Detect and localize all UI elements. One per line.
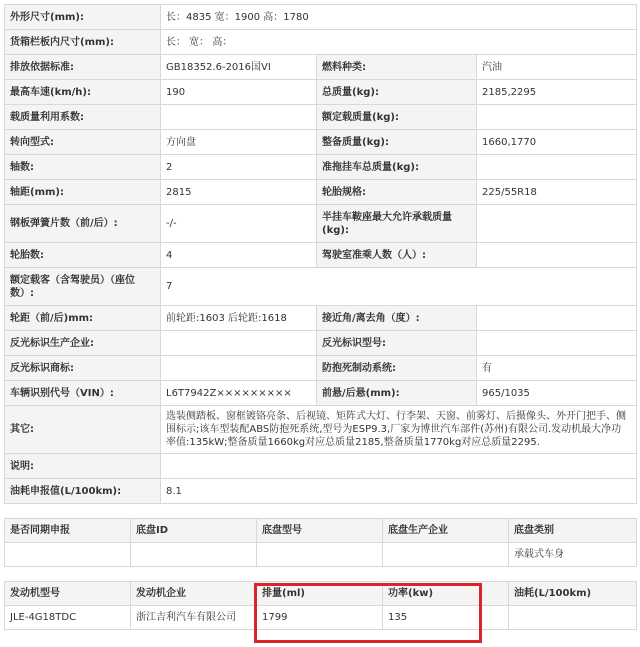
- spec-label: 反光标识商标:: [5, 356, 161, 381]
- spec-label: 半挂车鞍座最大允许承载质量(kg):: [317, 205, 477, 243]
- spec-value: [161, 356, 317, 381]
- spec-label: 载质量利用系数:: [5, 105, 161, 130]
- spec-value: 汽油: [477, 55, 637, 80]
- engine-header-cell: 功率(kw): [383, 582, 509, 606]
- spec-value: 7: [161, 268, 637, 306]
- note-label: 说明:: [5, 454, 161, 479]
- chassis-header-cell: 是否同期申报: [5, 519, 131, 543]
- spec-value: 965/1035: [477, 381, 637, 406]
- spec-value: 2815: [161, 180, 317, 205]
- spec-label: 车辆识别代号（VIN）:: [5, 381, 161, 406]
- spec-label: 轮胎数:: [5, 243, 161, 268]
- chassis-value-cell: [5, 543, 131, 567]
- spec-label: 轴距(mm):: [5, 180, 161, 205]
- spec-label: 驾驶室准乘人数（人）:: [317, 243, 477, 268]
- spec-label: 燃料种类:: [317, 55, 477, 80]
- spec-row: [5, 55, 637, 80]
- engine-header-row: [5, 582, 637, 606]
- chassis-value-cell: [131, 543, 257, 567]
- spec-label: 反光标识型号:: [317, 331, 477, 356]
- spec-row: [5, 80, 637, 105]
- spec-value: GB18352.6-2016国VI: [161, 55, 317, 80]
- spec-label: 反光标识生产企业:: [5, 331, 161, 356]
- spec-label: 整备质量(kg):: [317, 130, 477, 155]
- spec-row: [5, 5, 637, 30]
- spec-row: [5, 30, 637, 55]
- spec-row: [5, 331, 637, 356]
- engine-value-cell: [509, 606, 637, 630]
- engine-header-cell: 发动机型号: [5, 582, 131, 606]
- spec-label: 轮距（前/后)mm:: [5, 306, 161, 331]
- spec-row: [5, 381, 637, 406]
- spec-value: 长： 宽： 高：: [161, 30, 637, 55]
- spec-value: -/-: [161, 205, 317, 243]
- spec-label: 外形尺寸(mm):: [5, 5, 161, 30]
- spec-value: [477, 243, 637, 268]
- spec-row: [5, 130, 637, 155]
- spec-row: [5, 243, 637, 268]
- spec-label: 准拖挂车总质量(kg):: [317, 155, 477, 180]
- chassis-value-cell: [257, 543, 383, 567]
- spec-value: 190: [161, 80, 317, 105]
- spec-value: [477, 205, 637, 243]
- fuel-value: 8.1: [161, 479, 637, 504]
- spec-row-note: [5, 454, 637, 479]
- chassis-header-cell: 底盘ID: [131, 519, 257, 543]
- chassis-header-cell: 底盘类别: [509, 519, 637, 543]
- spec-value: [477, 306, 637, 331]
- spec-value: 前轮距:1603 后轮距:1618: [161, 306, 317, 331]
- engine-header-cell: 排量(ml): [257, 582, 383, 606]
- engine-table: [4, 581, 637, 630]
- spec-label: 前悬/后悬(mm):: [317, 381, 477, 406]
- spec-value: [161, 105, 317, 130]
- spec-label: 额定载客（含驾驶员）（座位数）:: [5, 268, 161, 306]
- chassis-header-cell: 底盘生产企业: [383, 519, 509, 543]
- spec-row: [5, 268, 637, 306]
- chassis-value-cell: [383, 543, 509, 567]
- spec-row: [5, 306, 637, 331]
- spec-label: 轮胎规格:: [317, 180, 477, 205]
- spec-value: 长：4835 宽：1900 高：1780: [161, 5, 637, 30]
- other-value: 选装侧踏板、窗框镀铬亮条、后视镜、矩阵式大灯、行李架、天窗、前雾灯、后摄像头、外开门把手、侧围标示;该车型装配ABS防抱死系统,型号为ESP9.3,厂家为博世汽车部件(苏州)有限公司.发动机最大净功率值:135kW;整备质量1660kg对应总质量2185,整备质量1770kg对应总质量2295.: [161, 406, 637, 454]
- spec-label: 钢板弹簧片数（前/后）:: [5, 205, 161, 243]
- engine-value-row: [5, 606, 637, 630]
- other-label: 其它:: [5, 406, 161, 454]
- spec-value: 225/55R18: [477, 180, 637, 205]
- spec-label: 转向型式:: [5, 130, 161, 155]
- chassis-header-row: [5, 519, 637, 543]
- spec-row: [5, 155, 637, 180]
- spec-row-other: [5, 406, 637, 454]
- engine-value-cell: 135: [383, 606, 509, 630]
- chassis-value-cell: 承载式车身: [509, 543, 637, 567]
- spec-label: 轴数:: [5, 155, 161, 180]
- engine-value-cell: 浙江吉利汽车有限公司: [131, 606, 257, 630]
- spec-row: [5, 205, 637, 243]
- spec-label: 接近角/离去角（度）:: [317, 306, 477, 331]
- note-value: [161, 454, 637, 479]
- spec-label: 总质量(kg):: [317, 80, 477, 105]
- fuel-label: 油耗申报值(L/100km):: [5, 479, 161, 504]
- spec-value: [161, 331, 317, 356]
- spec-label: 防抱死制动系统:: [317, 356, 477, 381]
- engine-header-cell: 油耗(L/100km): [509, 582, 637, 606]
- spec-value: 1660,1770: [477, 130, 637, 155]
- engine-value-cell: 1799: [257, 606, 383, 630]
- engine-header-cell: 发动机企业: [131, 582, 257, 606]
- spec-value: L6T7942Z×××××××××: [161, 381, 317, 406]
- spec-value: 2185,2295: [477, 80, 637, 105]
- spec-label: 额定载质量(kg):: [317, 105, 477, 130]
- spec-row: [5, 356, 637, 381]
- spec-value: [477, 155, 637, 180]
- chassis-header-cell: 底盘型号: [257, 519, 383, 543]
- spec-label: 排放依据标准:: [5, 55, 161, 80]
- spec-value: 方向盘: [161, 130, 317, 155]
- spec-value: 有: [477, 356, 637, 381]
- chassis-table: [4, 518, 637, 567]
- spec-value: [477, 331, 637, 356]
- spec-row-fuel: [5, 479, 637, 504]
- vehicle-spec-table: [4, 4, 637, 504]
- spec-row: [5, 180, 637, 205]
- spec-row: [5, 105, 637, 130]
- chassis-value-row: [5, 543, 637, 567]
- spec-value: [477, 105, 637, 130]
- spec-value: 4: [161, 243, 317, 268]
- spec-value: 2: [161, 155, 317, 180]
- engine-value-cell: JLE-4G18TDC: [5, 606, 131, 630]
- spec-label: 最高车速(km/h):: [5, 80, 161, 105]
- spec-label: 货箱栏板内尺寸(mm):: [5, 30, 161, 55]
